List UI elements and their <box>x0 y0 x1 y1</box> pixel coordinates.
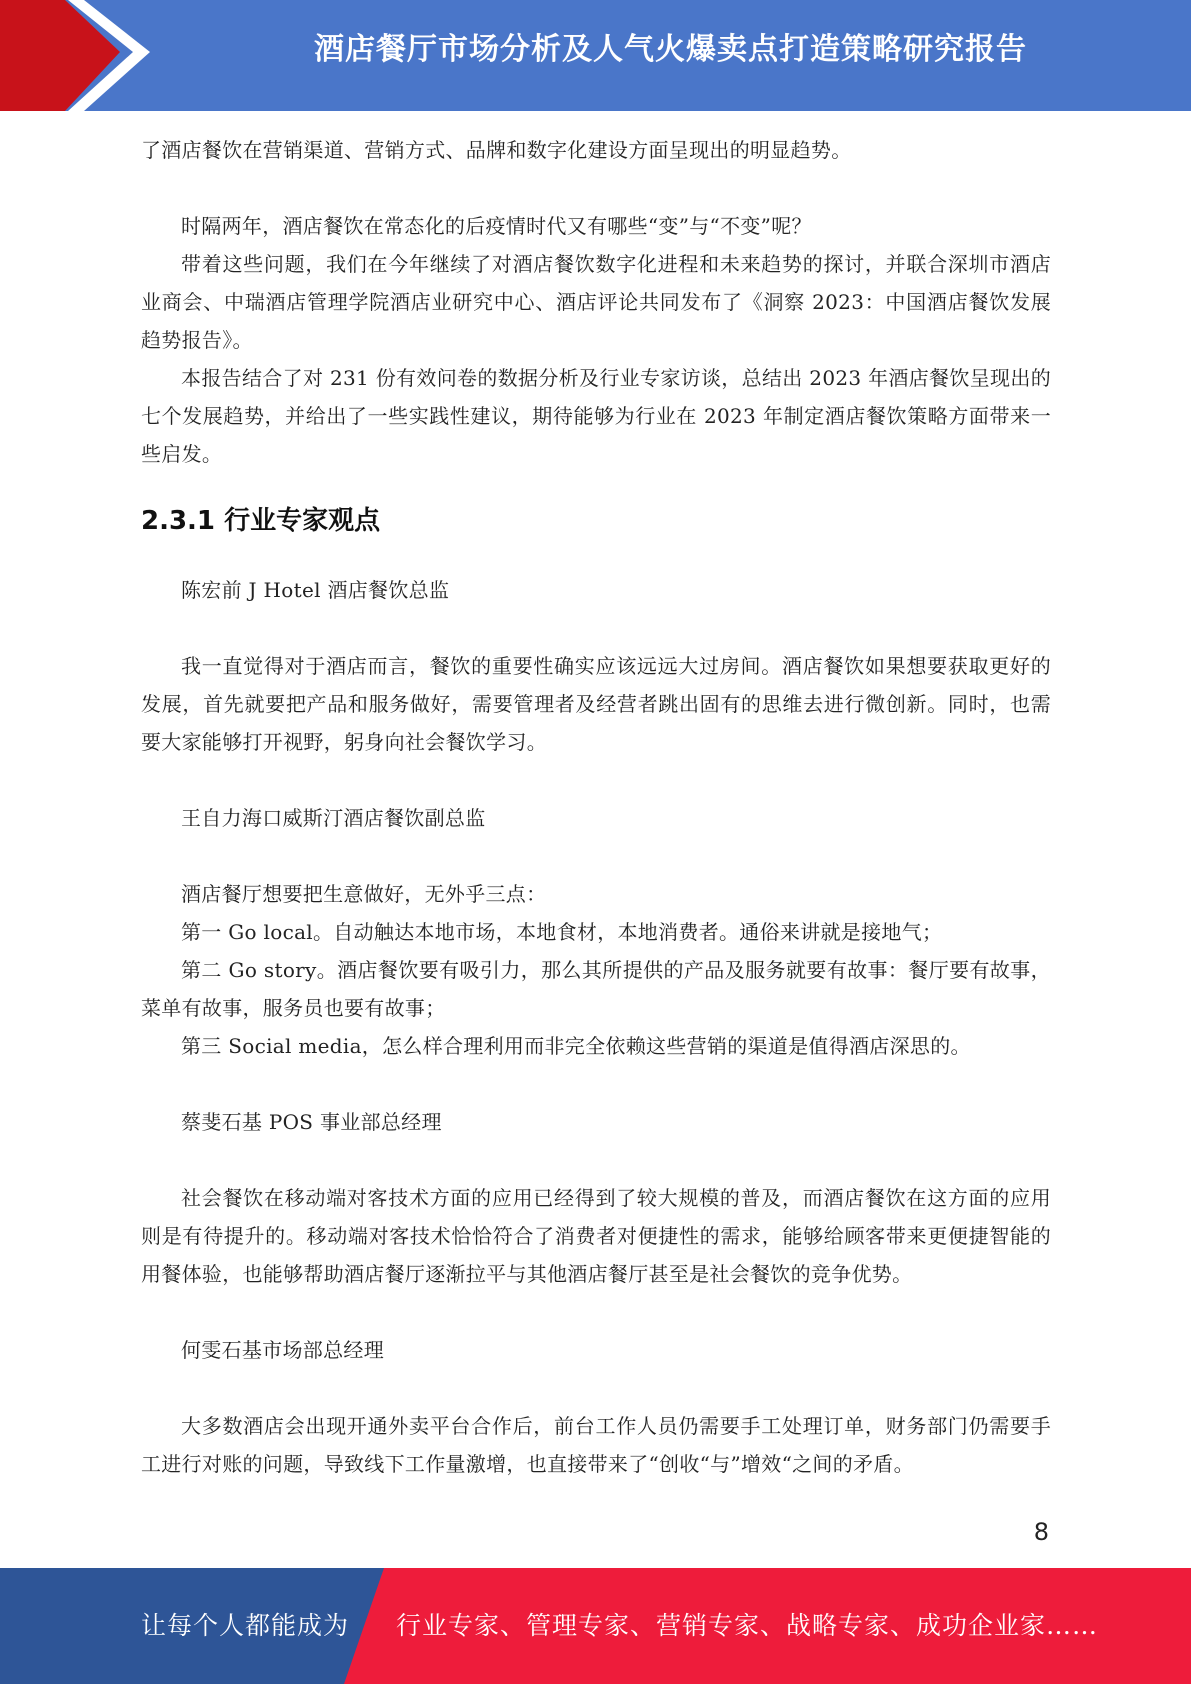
footer-slogan-left: 让每个人都能成为 <box>141 1611 350 1640</box>
expert-quote: 我一直觉得对于酒店而言，餐饮的重要性确实应该远远大过房间。酒店餐饮如果想要获取更好的发展，首先就要把产品和服务做好，需要管理者及经营者跳出固有的思维去进行微创新。同时，也需要大家能够打开视野，躬身向社会餐饮学习。 <box>141 654 1051 754</box>
expert-quote: 大多数酒店会出现开通外卖平台合作后，前台工作人员仍需要手工处理订单，财务部门仍需要手工进行对账的问题，导致线下工作量激增，也直接带来了“创收“与”增效“之间的矛盾。 <box>141 1414 1051 1476</box>
body-paragraph: 带着这些问题，我们在今年继续了对酒店餐饮数字化进程和未来趋势的探讨，并联合深圳市酒店业商会、中瑞酒店管理学院酒店业研究中心、酒店评论共同发布了《洞察 2023：中国酒店餐饮发展趋势报告》。 <box>141 252 1051 352</box>
body-paragraph: 了酒店餐饮在营销渠道、营销方式、品牌和数字化建设方面呈现出的明显趋势。 <box>141 138 852 162</box>
page-number: 8 <box>1033 1518 1049 1546</box>
footer-slogan-right: 行业专家、管理专家、营销专家、战略专家、成功企业家…… <box>396 1611 1099 1640</box>
expert-name: 王自力海口威斯汀酒店餐饮副总监 <box>181 806 486 830</box>
body-paragraph: 时隔两年，酒店餐饮在常态化的后疫情时代又有哪些“变”与“不变”呢？ <box>181 214 812 238</box>
expert-quote: 社会餐饮在移动端对客技术方面的应用已经得到了较大规模的普及，而酒店餐饮在这方面的应用则是有待提升的。移动端对客技术恰恰符合了消费者对便捷性的需求，能够给顾客带来更便捷智能的用餐体验，也能够帮助酒店餐厅逐渐拉平与其他酒店餐厅甚至是社会餐饮的竞争优势。 <box>141 1186 1051 1286</box>
document-body <box>141 131 1051 1483</box>
expert-name: 陈宏前 J Hotel 酒店餐饮总监 <box>181 578 450 602</box>
expert-quote: 第二 Go story。酒店餐饮要有吸引力，那么其所提供的产品及服务就要有故事：餐厅要有故事，菜单有故事，服务员也要有故事； <box>141 958 1051 1020</box>
body-paragraph: 本报告结合了对 231 份有效问卷的数据分析及行业专家访谈，总结出 2023 年酒店餐饮呈现出的七个发展趋势，并给出了一些实践性建议，期待能够为行业在 2023 年制定酒店餐饮策略方面带来一些启发。 <box>141 366 1051 466</box>
header-arrow-decoration <box>0 0 160 111</box>
expert-quote: 第三 Social media，怎么样合理利用而非完全依赖这些营销的渠道是值得酒店深思的。 <box>181 1034 971 1058</box>
expert-name: 何雯石基市场部总经理 <box>181 1338 384 1362</box>
expert-name: 蔡斐石基 POS 事业部总经理 <box>181 1110 442 1134</box>
expert-quote: 酒店餐厅想要把生意做好，无外乎三点： <box>181 882 547 906</box>
page-footer <box>0 1568 1191 1684</box>
document-title: 酒店餐厅市场分析及人气火爆卖点打造策略研究报告 <box>314 32 1027 67</box>
expert-quote: 第一 Go local。自动触达本地市场，本地食材，本地消费者。通俗来讲就是接地气； <box>181 920 943 944</box>
page-header <box>0 0 1191 111</box>
section-heading: 2.3.1 行业专家观点 <box>141 506 381 536</box>
